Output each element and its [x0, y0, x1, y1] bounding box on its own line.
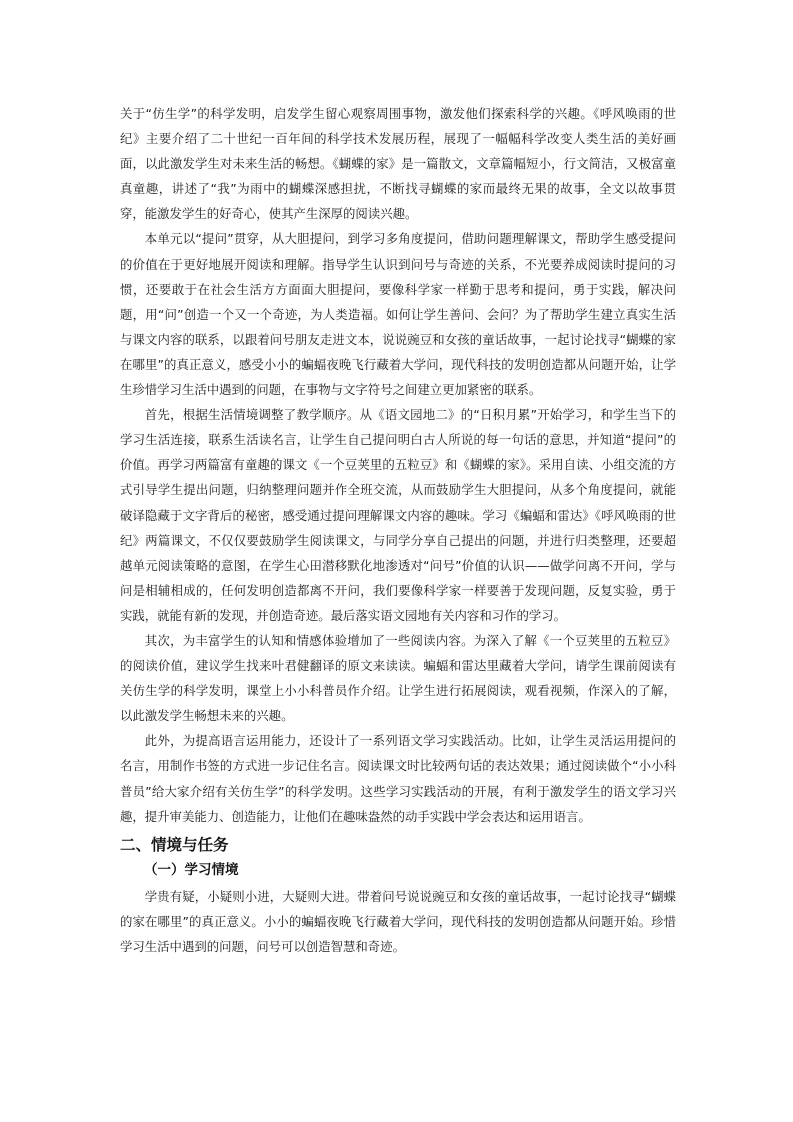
paragraph-bionics-intro: 关于“仿生学”的科学发明，启发学生留心观察周围事物，激发他们探索科学的兴趣。《呼风唤雨的世纪》主要介绍了二十世纪一百年间的科学技术发展历程，展现了一幅幅科学改变人类生活的美好画面，以此激发学生对未来生活的畅想。《蝴蝶的家》是一篇散文，文章篇幅短小，行文简洁，又极富童真童趣，讲述了“我”为雨中的蝴蝶深感担扰，不断找寻蝴蝶的家而最终无果的故事，全文以故事贯穿，能激发学生的好奇心，使其产生深厚的阅读兴趣。 [120, 106, 676, 222]
subsection-heading-learning-context: （一）学习情境 [144, 861, 239, 878]
document-page [120, 101, 676, 959]
paragraph-unit-questioning: 本单元以“提问”贯穿，从大胆提问，到学习多角度提问，借助问题理解课文，帮助学生感受提问的价值在于更好地展开阅读和理解。指导学生认识到问号与奇迹的关系，不光要养成阅读时提问的习惯，还要敢于在社会生活方方面面大胆提问，要像科学家一样勤于思考和提问，勇于实践，解决问题，用“问”创造一个又一个奇迹，为人类造福。如何让学生善问、会问？为了帮助学生建立真实生活与课文内容的联系，以跟着问号朋友走进文本，说说豌豆和女孩的童话故事，一起讨论找寻“蝴蝶的家在哪里”的真正意义，感受小小的蝙蝠夜晚飞行藏着大学问，现代科技的发明创造都从问题开始，让学生珍惜学习生活中遇到的问题，在事物与文字符号之间建立更加紧密的联系。 [120, 231, 676, 398]
paragraph-learning-context: 学贵有疑，小疑则小进，大疑则大进。带着问号说说豌豆和女孩的童话故事，一起讨论找寻“蝴蝶的家在哪里”的真正意义。小小的蝙蝠夜晚飞行藏着大学问，现代科技的发明创造都从问题开始。珍惜学习生活中遇到的问题，问号可以创造智慧和奇迹。 [120, 888, 676, 954]
paragraph-practice-activities: 此外，为提高语言运用能力，还设计了一系列语文学习实践活动。比如，让学生灵活运用提问的名言，用制作书签的方式进一步记住名言。阅读课文时比较两句话的表达效果；通过阅读做个“小小科普员”给大家介绍有关仿生学”的科学发明。这些学习实践活动的开展，有利于激发学生的语文学习兴趣，提升审美能力、创造能力，让他们在趣味盎然的动手实践中学会表达和运用语言。 [120, 733, 676, 824]
section-heading-context-tasks: 二、情境与任务 [120, 835, 229, 854]
paragraph-teaching-order: 首先，根据生活情境调整了教学顺序。从《语文园地二》的“日积月累”开始学习，和学生当下的学习生活连接，联系生活读名言，让学生自己提问明白古人所说的每一句话的意思，并知道“提问”的价值。再学习两篇富有童趣的课文《一个豆荚里的五粒豆》和《蝴蝶的家》。采用自读、小组交流的方式引导学生提出问题，归纳整理问题并作全班交流，从而鼓励学生大胆提问，从多个角度提问，就能破译隐藏于文字背后的秘密，感受通过提问理解课文内容的趣味。学习《蝙蝠和雷达》《呼风唤雨的世纪》两篇课文，不仅仅要鼓励学生阅读课文，与同学分享自己提出的问题，并进行归类整理，还要超越单元阅读策略的意图，在学生心田潜移默化地渗透对“问号”价值的认识——做学问离不开问，学与问是相辅相成的，任何发明创造都离不开问，我们要像科学家一样要善于发现问题，反复实验，勇于实践，就能有新的发现，并创造奇迹。最后落实语文园地有关内容和习作的学习。 [120, 407, 676, 623]
paragraph-extended-reading: 其次，为丰富学生的认知和情感体验增加了一些阅读内容。为深入了解《一个豆荚里的五粒豆》的阅读价值，建议学生找来叶君健翻译的原文来读读。蝙蝠和雷达里藏着大学问，请学生课前阅读有关仿生学的科学发明，课堂上小小科普员作介绍。让学生进行拓展阅读，观看视频，作深入的了解，以此激发学生畅想未来的兴趣。 [120, 632, 676, 724]
